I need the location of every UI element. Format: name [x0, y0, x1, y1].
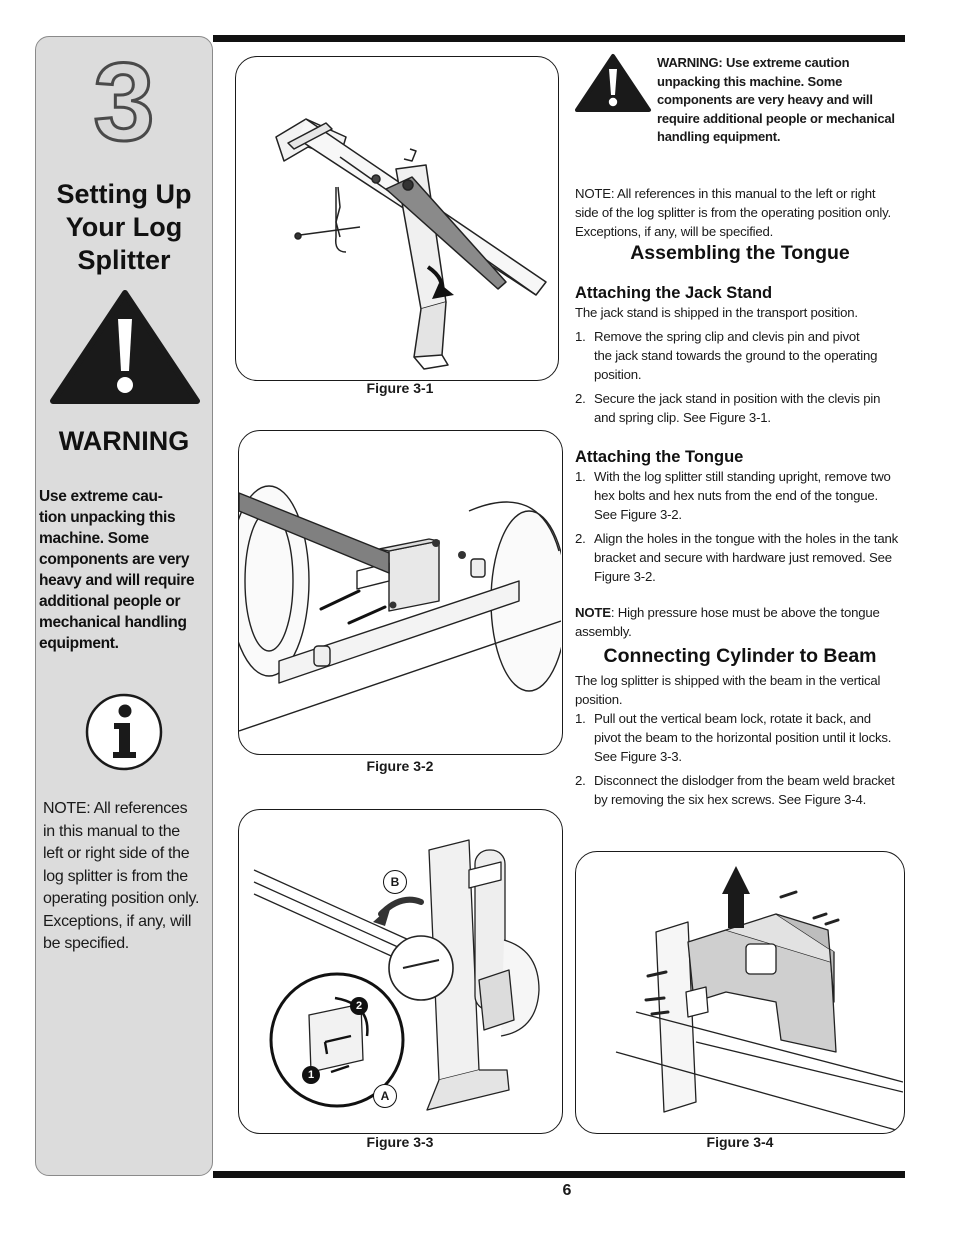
figure-3-4 [575, 851, 905, 1134]
warning-box-text: WARNING: Use extreme caution unpacking this machine. Some components are very heavy and will require additional people or mechanical handling equipment. [657, 55, 895, 144]
figure-3-3-caption: Figure 3-3 [366, 1134, 434, 1150]
figure-3-3-illustration [239, 810, 561, 1132]
subheading-jack-stand: Attaching the Jack Stand [575, 284, 773, 302]
note-top: NOTE: All references in this manual to the left or right side of the log splitter is from the operating position only. Exceptions, if any, will be specified. [575, 186, 891, 239]
bottom-rule [213, 1171, 905, 1178]
chapter-title: Setting Up Your Log Splitter [56, 179, 192, 275]
subsection-tongue [575, 448, 905, 641]
figure-3-4-illustration [576, 852, 903, 1132]
jack-intro: The jack stand is shipped in the transport position. [575, 305, 858, 320]
list-item: 1. With the log splitter still standing upright, remove two hex bolts and hex nuts from the end of the tongue. See Figure 3-2. [575, 469, 891, 522]
figure-3-4-caption: Figure 3-4 [706, 1134, 774, 1150]
list-item: 2. Align the holes in the tongue with the holes in the tank bracket and secure with hardware just removed. See Figure 3-2. [575, 531, 899, 584]
list-item: 2. Secure the jack stand in position with the clevis pin and spring clip. See Figure 3-1. [575, 391, 881, 425]
hose-note: NOTE: High pressure hose must be above the tongue assembly. [575, 605, 880, 639]
section-heading-beam: Connecting Cylinder to Beam [603, 645, 877, 667]
figure-3-1 [235, 56, 559, 381]
warning-triangle-icon [574, 53, 652, 113]
warning-heading: WARNING [58, 426, 190, 456]
callout-1: 1 [302, 1066, 320, 1084]
info-icon [84, 692, 164, 772]
page-number: 6 [562, 1182, 572, 1199]
list-item: 2. Disconnect the dislodger from the beam weld bracket by removing the six hex screws. See Figure 3-4. [575, 773, 895, 807]
figure-3-2-caption: Figure 3-2 [366, 758, 434, 774]
beam-steps [575, 709, 905, 809]
section-heading-tongue: Assembling the Tongue [630, 242, 850, 264]
section-assembling-tongue [575, 242, 905, 265]
figure-3-2-illustration [239, 431, 561, 753]
tongue-steps [575, 467, 905, 586]
figure-3-1-illustration [236, 57, 557, 379]
chapter-number: 3 [93, 41, 155, 164]
callout-b: B [383, 870, 407, 894]
sidebar-note: NOTE: All references in this manual to the left or right side of the log splitter is from the operating position only. Exceptions, if any, will be specified. [43, 800, 200, 952]
callout-a: A [373, 1084, 397, 1108]
warning-triangle-icon [49, 289, 201, 405]
list-item: 1. Remove the spring clip and clevis pin and pivot the jack stand towards the ground to the operating position. [575, 329, 878, 382]
list-item: 1. Pull out the vertical beam lock, rotate it back, and pivot the beam to the horizontal position until it locks. See Figure 3-3. [575, 711, 892, 764]
figure-3-1-caption: Figure 3-1 [366, 380, 434, 396]
subheading-tongue: Attaching the Tongue [575, 448, 744, 466]
section-cylinder-beam [575, 645, 905, 809]
jack-steps [575, 327, 905, 427]
figure-3-3 [238, 809, 563, 1134]
callout-2: 2 [350, 997, 368, 1015]
subsection-jack-stand [575, 284, 905, 427]
figure-3-2 [238, 430, 563, 755]
beam-intro: The log splitter is shipped with the beam in the vertical position. [575, 673, 881, 707]
sidebar-warning-text: Use extreme cau- tion unpacking this machine. Some components are very heavy and will require additional people or mechanical handling equipment. [39, 488, 195, 652]
top-rule [213, 35, 905, 42]
